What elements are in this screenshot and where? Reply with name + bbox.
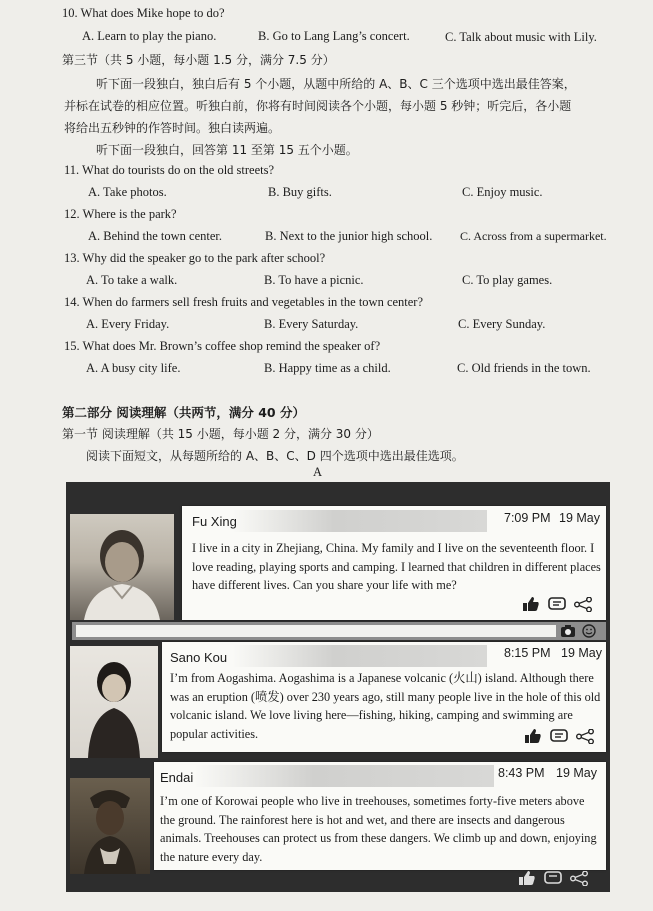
question-14-option-b: B. Every Saturday. <box>264 317 359 331</box>
post-text: I’m from Aogashima. Aogashima is a Japanese volcanic (火山) island. Although there was an eruption (喷发) over 230 years ago, still many people live in the hole of this old volcanic island. We love living here—fishing, hiking, camping and swimming are popular activities. <box>170 671 601 741</box>
question-14-stem: 14. When do farmers sell fresh fruits and vegetables in the town center? <box>64 295 424 309</box>
section-3-instructions-line1: 听下面一段独白，独白后有 5 个小题，从题中所给的 A、B、C 三个选项中选出最佳答案， <box>96 77 576 91</box>
avatar-fu-xing <box>70 514 174 620</box>
section-3-heading: 第三节（共 5 小题，每小题 1.5 分，满分 7.5 分） <box>62 53 335 67</box>
post-author: Sano Kou <box>170 650 228 665</box>
post-time: 8:15 PM <box>504 646 551 660</box>
passage-label: A <box>313 465 323 479</box>
post-author: Fu Xing <box>192 514 237 529</box>
post-author: Endai <box>160 770 194 785</box>
comment-icon[interactable] <box>550 729 568 744</box>
post-card-fu-xing <box>182 506 606 620</box>
camera-icon[interactable] <box>560 624 576 638</box>
thumbs-up-icon[interactable] <box>518 870 536 886</box>
question-11-stem: 11. What do tourists do on the old streets? <box>64 163 275 177</box>
section-3-instructions-line3: 将给出五秒钟的作答时间。独白读两遍。 <box>64 121 281 135</box>
comment-icon[interactable] <box>544 871 562 886</box>
question-11-option-a: A. Take photos. <box>88 185 167 199</box>
post-date: 19 May <box>559 511 600 525</box>
question-13-option-a: A. To take a walk. <box>86 273 178 287</box>
question-11-option-b: B. Buy gifts. <box>268 185 332 199</box>
question-12-option-c: C. Across from a supermarket. <box>460 229 607 243</box>
comment-icon[interactable] <box>548 597 566 612</box>
question-13-option-b: B. To have a picnic. <box>264 273 364 287</box>
question-13-option-c: C. To play games. <box>462 273 553 287</box>
post-date: 19 May <box>556 766 597 780</box>
smiley-icon[interactable] <box>582 624 596 638</box>
part-2-subheading: 第一节 阅读理解（共 15 小题，每小题 2 分，满分 30 分） <box>62 427 379 441</box>
question-14-option-c: C. Every Sunday. <box>458 317 546 331</box>
post-date: 19 May <box>561 646 602 660</box>
post-text: I’m one of Korowai people who live in treehouses, sometimes forty-five meters above the ground. The rainforest here is hot and wet, and there are insects and dangerous animals. Treehouses can protect us from these dangers. We climb up and down, enjoying the nature every day. <box>160 794 597 864</box>
post-time: 7:09 PM <box>504 511 551 525</box>
post-card-endai <box>154 762 606 870</box>
comment-bar <box>72 622 606 640</box>
avatar-sano-kou <box>70 646 158 758</box>
question-10-option-b: B. Go to Lang Lang’s concert. <box>258 29 410 43</box>
share-icon[interactable] <box>576 729 594 744</box>
question-11-option-c: C. Enjoy music. <box>462 185 543 199</box>
part-2-heading: 第二部分 阅读理解（共两节，满分 40 分） <box>62 405 305 420</box>
question-13-stem: 13. Why did the speaker go to the park after school? <box>64 251 326 265</box>
post-card-sano-kou <box>162 642 606 752</box>
question-15-option-a: A. A busy city life. <box>86 361 181 375</box>
part-2-instructions: 阅读下面短文，从每题所给的 A、B、C、D 四个选项中选出最佳选项。 <box>86 449 464 463</box>
question-12-option-b: B. Next to the junior high school. <box>265 229 433 243</box>
question-10-option-a: A. Learn to play the piano. <box>82 29 217 43</box>
share-icon[interactable] <box>570 871 588 886</box>
post-text: I live in a city in Zhejiang, China. My family and I live on the seventeenth floor. I love reading, playing sports and camping. I learned that children in different places have different lives. Can you share your life with me? <box>192 541 601 592</box>
section-3-instructions-line4: 听下面一段独白，回答第 11 至第 15 五个小题。 <box>96 143 358 157</box>
question-12-stem: 12. Where is the park? <box>64 207 177 221</box>
question-10-option-c: C. Talk about music with Lily. <box>445 30 597 44</box>
share-icon[interactable] <box>574 597 592 612</box>
social-feed-panel <box>66 482 610 892</box>
question-14-option-a: A. Every Friday. <box>86 317 170 331</box>
thumbs-up-icon[interactable] <box>522 596 540 612</box>
comment-input[interactable] <box>76 625 556 637</box>
section-3-instructions-line2: 并标在试卷的相应位置。听独白前，你将有时间阅读各个小题，每小题 5 秒钟；听完后，各小题 <box>64 99 572 113</box>
question-12-option-a: A. Behind the town center. <box>88 229 222 243</box>
question-10-stem: 10. What does Mike hope to do? <box>62 6 225 20</box>
question-15-option-c: C. Old friends in the town. <box>457 361 591 375</box>
thumbs-up-icon[interactable] <box>524 728 542 744</box>
avatar-endai <box>70 778 150 874</box>
post-time: 8:43 PM <box>498 766 545 780</box>
question-15-stem: 15. What does Mr. Brown’s coffee shop remind the speaker of? <box>64 339 381 353</box>
question-15-option-b: B. Happy time as a child. <box>264 361 391 375</box>
